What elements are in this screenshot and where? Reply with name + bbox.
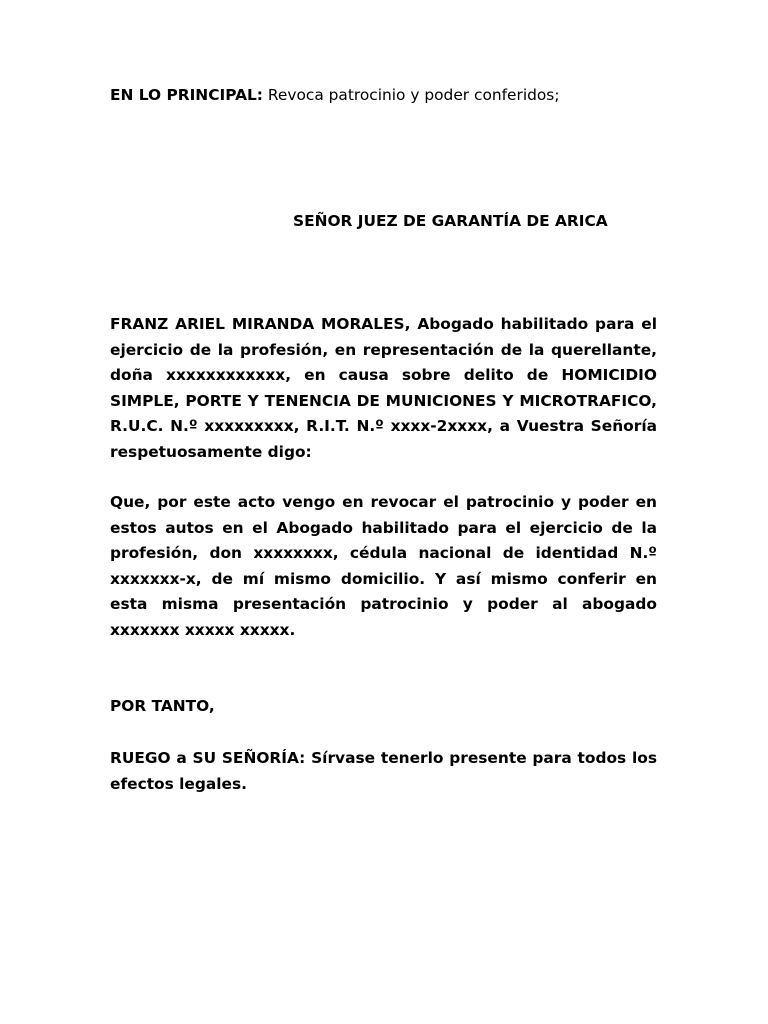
por-tanto-line: POR TANTO,: [110, 697, 215, 715]
body-paragraph: Que, por este acto vengo en revocar el patrocinio y poder en estos autos en el Abogado habilitado para el ejercicio de la profesión, don xxxxxxxx, cédula nacional de identidad N.º xxxxxxx-x, de mí mismo domicilio. Y así mismo conferir en esta misma presentación patrocinio y poder al abogado xxxxxxx xxxxx xxxxx.: [110, 493, 657, 639]
principal-line: [110, 84, 660, 106]
principal-label: EN LO PRINCIPAL:: [110, 86, 263, 104]
intro-paragraph: FRANZ ARIEL MIRANDA MORALES, Abogado habilitado para el ejercicio de la profesión, en representación de la querellante, doña xxxxxxxxxxxx, en causa sobre delito de HOMICIDIO SIMPLE, PORTE Y TENENCIA DE MUNICIONES Y MICROTRAFICO, R.U.C. N.º xxxxxxxxx, R.I.T. N.º xxxx-2xxxx, a Vuestra Señoría respetuosamente digo:: [110, 315, 657, 461]
addressee-heading: SEÑOR JUEZ DE GARANTÍA DE ARICA: [293, 212, 608, 230]
ruego-paragraph: RUEGO a SU SEÑORÍA: Sírvase tenerlo presente para todos los efectos legales.: [110, 749, 657, 793]
principal-text: Revoca patrocinio y poder conferidos;: [267, 86, 560, 104]
